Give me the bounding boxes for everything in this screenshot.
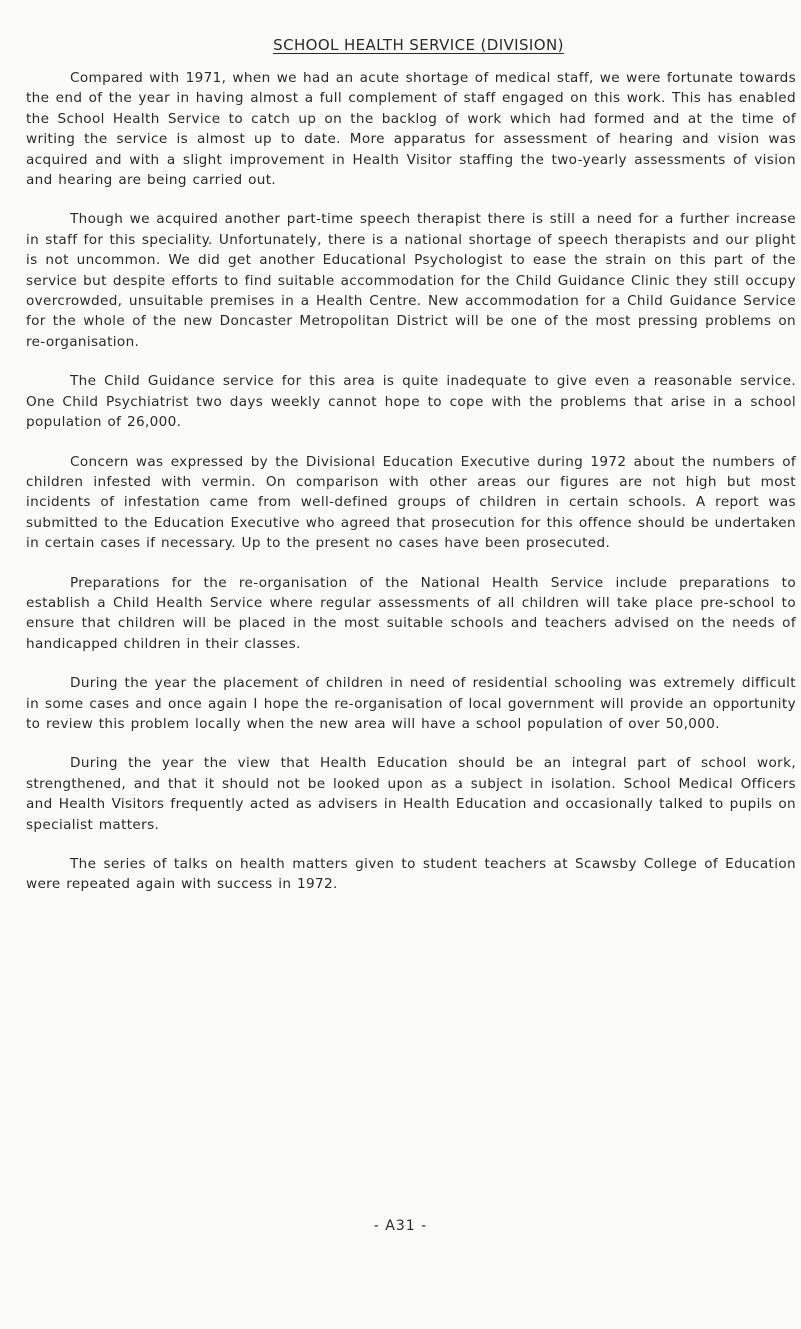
document-page [26,36,796,914]
page-number: - A31 - [373,1218,428,1234]
page-heading: SCHOOL HEALTH SERVICE (DIVISION) [273,36,564,54]
paragraph-child-guidance: The Child Guidance service for this area is quite inadequate to give even a reasonable service. One Child Psychiatrist two days weekly cannot hope to cope with the problems that arise in a school population of 26,000. [26,373,796,431]
paragraph-health-education: During the year the view that Health Education should be an integral part of school work, strengthened, and that it should not be looked upon as a subject in isolation. School Medical Officers and Health Visitors frequently acted as advisers in Health Education and occasionally talked to pupils on specialist matters. [26,755,796,833]
paragraph-speech-therapy: Though we acquired another part-time speech therapist there is still a need for a further increase in staff for this speciality. Unfortunately, there is a national shortage of speech therapists and our plight is not uncommon. We did get another Educational Psychologist to ease the strain on this part of the service but despite efforts to find suitable accommodation for the Child Guidance Clinic they still occupy overcrowded, unsuitable premises in a Health Centre. New accommodation for a Child Guidance Service for the whole of the new Doncaster Metropolitan District will be one of the most pressing problems on re-organisation. [26,211,796,350]
paragraph-vermin: Concern was expressed by the Divisional Education Executive during 1972 about the numbers of children infested with vermin. On comparison with other areas our figures are not high but most incidents of infestation came from well-defined groups of children in certain schools. A report was submitted to the Education Executive who agreed that prosecution for this offence should be undertaken in certain cases if necessary. Up to the present no cases have been prosecuted. [26,453,796,552]
paragraph-reorganisation: Preparations for the re-organisation of the National Health Service include preparations to establish a Child Health Service where regular assessments of all children will take place pre-school to ensure that children will be placed in the most suitable schools and teachers advised on the needs of handicapped children in their classes. [26,574,796,652]
paragraph-staffing: Compared with 1971, when we had an acute shortage of medical staff, we were fortunate towards the end of the year in having almost a full complement of staff engaged on this work. This has enabled the School Health Service to catch up on the backlog of work which had formed and at the time of writing the service is almost up to date. More apparatus for assessment of hearing and vision was acquired and with a slight improvement in Health Visitor staffing the two-yearly assessments of vision and hearing are being carried out. [26,70,796,189]
paragraph-residential-schooling: During the year the placement of children in need of residential schooling was extremely difficult in some cases and once again I hope the re-organisation of local government will provide an opportunity to review this problem locally when the new area will have a school population of over 50,000. [26,675,796,732]
paragraph-scawsby-talks: The series of talks on health matters given to student teachers at Scawsby College of Education were repeated again with success in 1972. [26,856,796,893]
